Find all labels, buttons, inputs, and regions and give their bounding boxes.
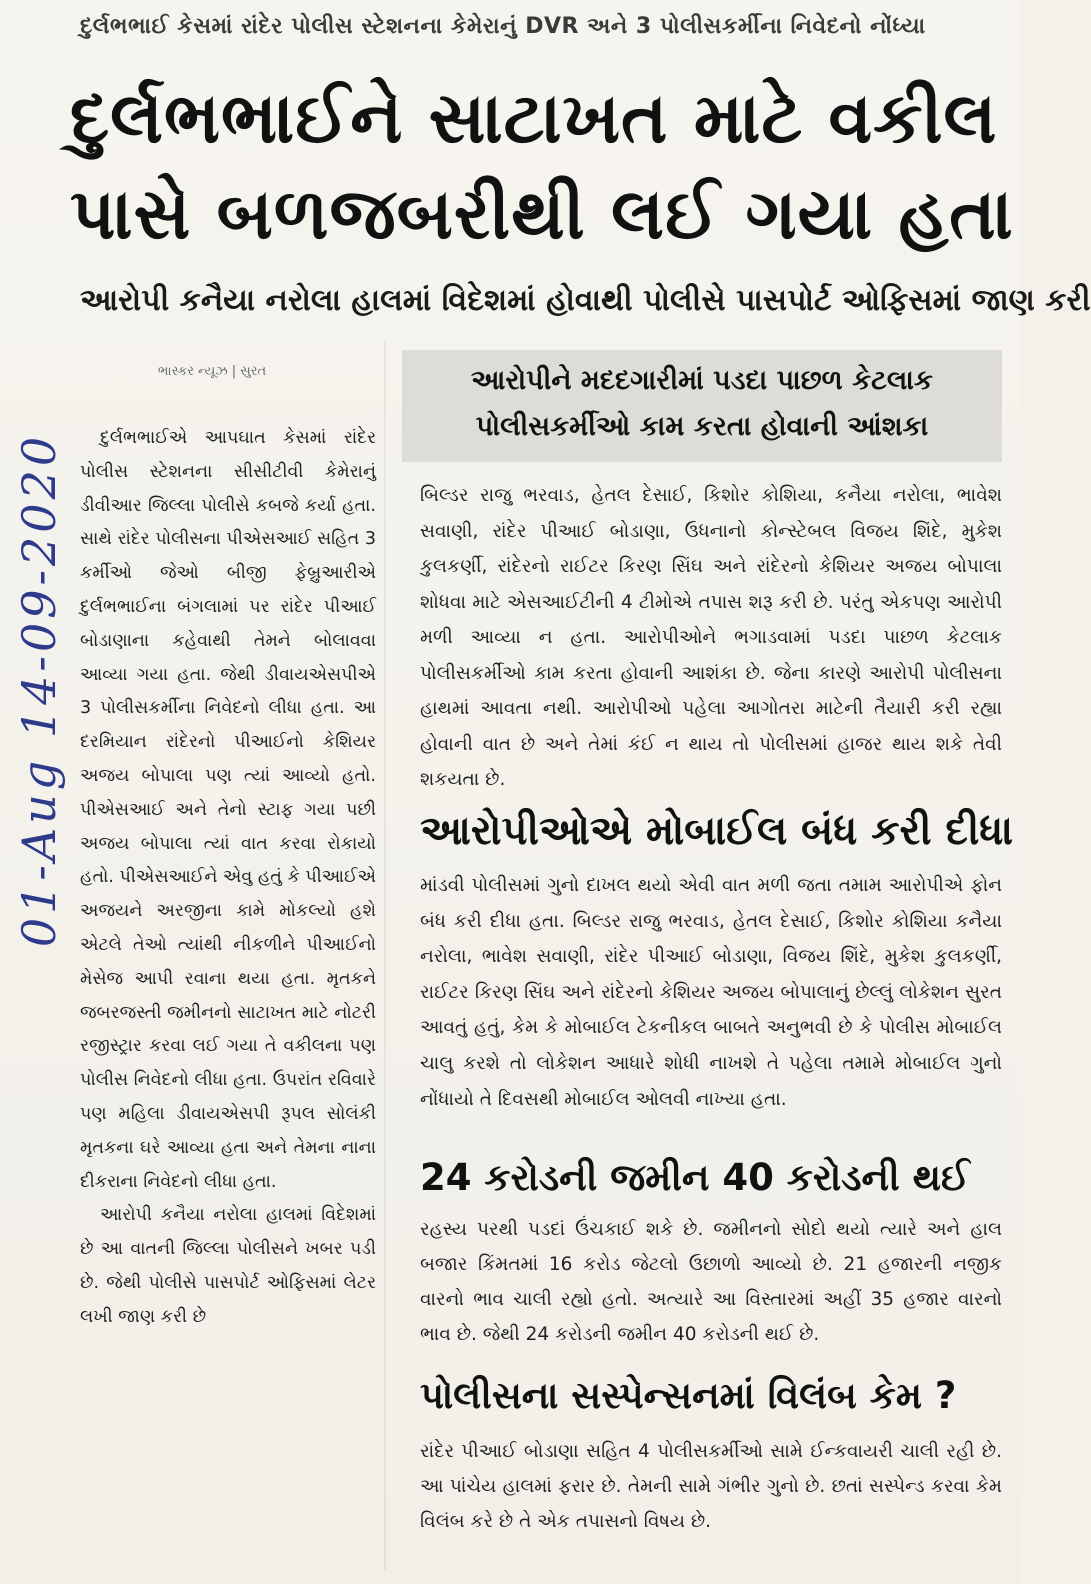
box-heading	[402, 350, 1002, 462]
left-column	[80, 422, 376, 1572]
section-4-body	[420, 1434, 1002, 1549]
headline-line-2: પાસે બળજબરીથી લઈ ગયા હતા	[70, 173, 1014, 255]
headline-line-1: દુર્લભભાઈને સાટાખત માટે વકીલ	[70, 77, 998, 159]
section-4-heading: પોલીસના સસ્પેન્સનમાં વિલંબ કેમ ?	[420, 1374, 957, 1417]
section-3-heading: 24 કરોડની જમીન 40 કરોડની થઈ	[420, 1156, 970, 1199]
section-2-heading: આરોપીઓએ મોબાઈલ બંધ કરી દીધા	[420, 808, 1014, 854]
byline: ભાસ્કર ન્યૂઝ | સુરત	[158, 364, 267, 379]
box-heading-line-2: પોલીસકર્મીઓ કામ કરતા હોવાની આંશકા	[475, 411, 929, 442]
left-paragraph-1: દુર્લભભાઈએ આપઘાત કેસમાં રાંદેર પોલીસ સ્ટેશનના સીસીટીવી કેમેરાનું ડીવીઆર જિલ્લા પોલીસે કબજે કર્યા હતા. સાથે રાંદેર પોલીસના પીએસઆઈ સહિત 3 કર્મીઓ જેઓ બીજી ફેબ્રુઆરીએ દુર્લભભાઈના બંગલામાં પર રાંદેર પીઆઈ બોડાણાના કહેવાથી તેમને બોલાવવા આવ્યા ગયા હતા. જેથી ડીવાયએસપીએ 3 પોલીસકર્મીના નિવેદનો લીધા હતા. આ દરમિયાન રાંદેરનો પીઆઈનો કેશિયર અજય બોપાલા પણ ત્યાં આવ્યો હતો. પીએસઆઈ અને તેનો સ્ટાફ ગયા પછી અજય બોપાલા ત્યાં વાત કરવા રોકાયો હતો. પીએસઆઈને એવુ હતું કે પીઆઈએ અજયને અરજીના કામે મોકલ્યો હશે એટલે તેઓ ત્યાંથી નીકળીને પીઆઈનો મેસેજ આપી રવાના થયા હતા. મૃતકને જબરજસ્તી જમીનનો સાટાખત માટે નોટરી રજીસ્ટ્રાર કરવા લઈ ગયા તે વકીલના પણ પોલીસ નિવેદનો લીધા હતા. ઉપરાંત રવિવારે પણ મહિલા ડીવાયએસપી રૂપલ સોલંકી મૃતકના ઘરે આવ્યા હતા અને તેમના નાના દીકરાના નિવેદનો લીધા હતા.	[80, 428, 376, 1192]
section-2-text: માંડવી પોલીસમાં ગુનો દાખલ થયો એવી વાત મળી જતા તમામ આરોપીએ ફોન બંધ કરી દીધા હતા. બિલ્ડર રાજુ ભરવાડ, હેતલ દેસાઈ, કિશોર કોશિયા કનૈયા નરોલા, ભાવેશ સવાણી, રાંદેર પીઆઈ બોડાણા, વિજય શિંદે, મુકેશ કુલકર્ણી, રાઈટર કિરણ સિંઘ અને રાંદેરનો કેશિયર અજય બોપાલાનું છેલ્લું લોકેશન સુરત આવતું હતું, કેમ કે મોબાઈલ ટેકનીકલ બાબતે અનુભવી છે કે પોલીસ મોબાઈલ ચાલુ કરશે તો લોકેશન આધારે શોધી નાખશે તે પહેલા તમામે મોબાઈલ ગુનો નોંધાયો તે દિવસથી મોબાઈલ ઓલવી નાખ્યા હતા.	[420, 875, 1002, 1110]
section-4-text: રાંદેર પીઆઈ બોડાણા સહિત 4 પોલીસકર્મીઓ સામે ઈન્કવાયરી ચાલી રહી છે. આ પાંચેય હાલમાં ફરાર છે. તેમની સામે ગંભીર ગુનો છે. છતાં સસ્પેન્ડ કરવા કેમ વિલંબ કરે છે તે એક તપાસનો વિષય છે.	[420, 1441, 1002, 1532]
section-2-body	[420, 868, 1002, 1138]
box-heading-line-1: આરોપીને મદદગારીમાં પડદા પાછળ કેટલાક	[471, 365, 933, 396]
column-divider	[384, 340, 386, 1570]
section-1-text: બિલ્ડર રાજુ ભરવાડ, હેતલ દેસાઈ, કિશોર કોશિયા, કનૈયા નરોલા, ભાવેશ સવાણી, રાંદેર પીઆઈ બોડાણા, ઉધનાનો કોન્સ્ટેબલ વિજય શિંદે, મુકેશ કુલકર્ણી, રાંદેરનો રાઈટર કિરણ સિંઘ અને રાંદેરનો કેશિયર અજય બોપાલા શોધવા માટે એસઆઈટીની 4 ટીમોએ તપાસ શરૂ કરી છે. પરંતુ એકપણ આરોપી મળી આવ્યા ન હતા. આરોપીઓને ભગાડવામાં પડદા પાછળ કેટલાક પોલીસકર્મીઓ કામ કરતા હોવાની આશંકા છે. જેના કારણે આરોપી પોલીસના હાથમાં આવતા નથી. આરોપીઓ પહેલા આગોતરા માટેની તૈયારી કરી રહ્યા હોવાની વાત છે અને તેમાં કંઈ ન થાય તો પોલીસમાં હાજર થાય શકે તેવી શકયતા છે.	[420, 485, 1002, 790]
handwritten-date	[4, 420, 74, 960]
section-3-body	[420, 1212, 1002, 1352]
section-1-body	[420, 478, 1002, 790]
kicker-line: દુર્લભભાઈ કેસમાં રાંદેર પોલીસ સ્ટેશનના કેમેરાનું DVR અને 3 પોલીસકર્મીના નિવેદનો નોંધ્યા	[80, 14, 926, 39]
subheadline: આરોપી કનૈયા નરોલા હાલમાં વિદેશમાં હોવાથી પોલીસે પાસપોર્ટ ઓફિસમાં જાણ કરી	[80, 283, 1091, 318]
handwritten-date-text: 01-Aug 14-09-2020	[12, 432, 66, 948]
section-3-text: રહસ્ય પરથી પડદાં ઉંચકાઈ શકે છે. જમીનનો સોદો થયો ત્યારે અને હાલ બજાર કિંમતમાં 16 કરોડ જેટલો ઉછાળો આવ્યો છે. 21 હજારની નજીક વારનો ભાવ ચાલી રહ્યો હતો. અત્યારે આ વિસ્તારમાં અહીં 35 હજાર વારનો ભાવ છે. જેથી 24 કરોડની જમીન 40 કરોડની થઈ છે.	[420, 1219, 1002, 1345]
headline	[70, 70, 1014, 262]
left-paragraph-2: આરોપી કનૈયા નરોલા હાલમાં વિદેશમાં છે આ વાતની જિલ્લા પોલીસને ખબર પડી છે. જેથી પોલીસે પાસપોર્ટ ઓફિસમાં લેટર લખી જાણ કરી છે	[80, 1205, 376, 1327]
